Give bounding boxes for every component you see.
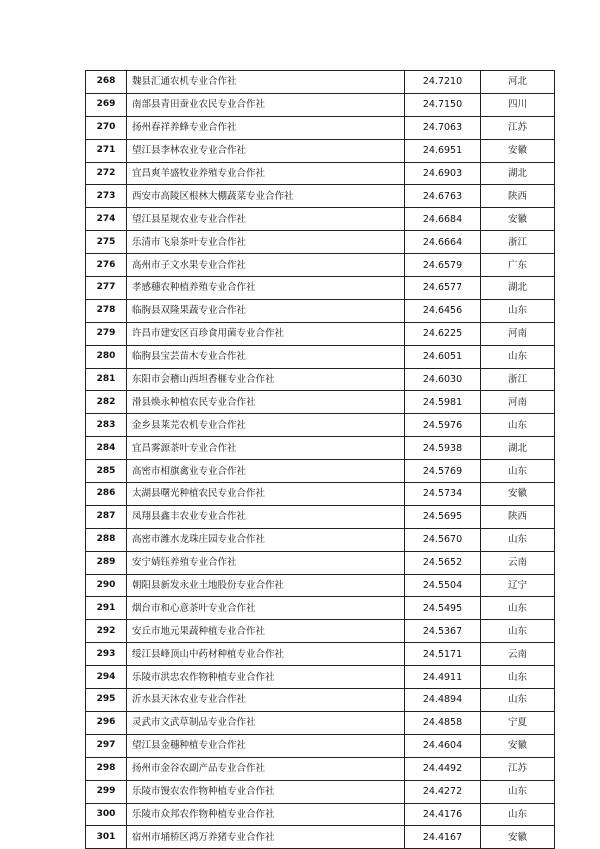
province-cell: 安徽 bbox=[481, 734, 555, 757]
score-cell: 24.5734 bbox=[405, 483, 481, 506]
cooperative-name-cell: 太湖县曙光种植农民专业合作社 bbox=[127, 483, 405, 506]
province-cell: 山东 bbox=[481, 460, 555, 483]
rank-cell: 271 bbox=[86, 139, 127, 162]
cooperative-name-cell: 安宁婧钰养殖专业合作社 bbox=[127, 551, 405, 574]
cooperative-name-cell: 乐陵市众邦农作物种植专业合作社 bbox=[127, 803, 405, 826]
table-row bbox=[86, 322, 555, 345]
cooperative-name-cell: 安丘市地元果蔬种植专业合作社 bbox=[127, 620, 405, 643]
province-cell: 山东 bbox=[481, 299, 555, 322]
score-cell: 24.7150 bbox=[405, 93, 481, 116]
cooperative-name-cell: 滑县焕永种植农民专业合作社 bbox=[127, 391, 405, 414]
province-cell: 湖北 bbox=[481, 277, 555, 300]
cooperative-name-cell: 沂水县天沐农业专业合作社 bbox=[127, 689, 405, 712]
cooperative-name-cell: 宜昌爽羊盛牧业养殖专业合作社 bbox=[127, 162, 405, 185]
rank-cell: 283 bbox=[86, 414, 127, 437]
table-row bbox=[86, 803, 555, 826]
table-row bbox=[86, 574, 555, 597]
rank-cell: 288 bbox=[86, 528, 127, 551]
province-cell: 安徽 bbox=[481, 208, 555, 231]
table-row bbox=[86, 185, 555, 208]
rank-cell: 282 bbox=[86, 391, 127, 414]
score-cell: 24.4272 bbox=[405, 780, 481, 803]
rank-cell: 272 bbox=[86, 162, 127, 185]
table-row bbox=[86, 162, 555, 185]
cooperative-name-cell: 凤翔县鑫丰农业专业合作社 bbox=[127, 505, 405, 528]
cooperative-name-cell: 望江县李林农业专业合作社 bbox=[127, 139, 405, 162]
score-cell: 24.5504 bbox=[405, 574, 481, 597]
table-row bbox=[86, 528, 555, 551]
score-cell: 24.4492 bbox=[405, 757, 481, 780]
cooperative-name-cell: 朝阳县新发永业土地股份专业合作社 bbox=[127, 574, 405, 597]
rank-cell: 286 bbox=[86, 483, 127, 506]
score-cell: 24.6030 bbox=[405, 368, 481, 391]
table-row bbox=[86, 643, 555, 666]
province-cell: 浙江 bbox=[481, 231, 555, 254]
province-cell: 山东 bbox=[481, 780, 555, 803]
rank-cell: 298 bbox=[86, 757, 127, 780]
province-cell: 浙江 bbox=[481, 368, 555, 391]
province-cell: 河南 bbox=[481, 391, 555, 414]
table-row bbox=[86, 666, 555, 689]
province-cell: 山东 bbox=[481, 666, 555, 689]
score-cell: 24.5769 bbox=[405, 460, 481, 483]
score-cell: 24.5938 bbox=[405, 437, 481, 460]
rank-cell: 278 bbox=[86, 299, 127, 322]
rank-cell: 274 bbox=[86, 208, 127, 231]
score-cell: 24.4894 bbox=[405, 689, 481, 712]
score-cell: 24.6456 bbox=[405, 299, 481, 322]
province-cell: 江苏 bbox=[481, 757, 555, 780]
table-row bbox=[86, 254, 555, 277]
score-cell: 24.6225 bbox=[405, 322, 481, 345]
table-row bbox=[86, 620, 555, 643]
cooperative-name-cell: 金乡县莱芫农机专业合作社 bbox=[127, 414, 405, 437]
table-row bbox=[86, 231, 555, 254]
rank-cell: 277 bbox=[86, 277, 127, 300]
table-row bbox=[86, 826, 555, 849]
province-cell: 山东 bbox=[481, 414, 555, 437]
table-row bbox=[86, 505, 555, 528]
province-cell: 河南 bbox=[481, 322, 555, 345]
rank-cell: 289 bbox=[86, 551, 127, 574]
score-cell: 24.5695 bbox=[405, 505, 481, 528]
province-cell: 山东 bbox=[481, 620, 555, 643]
province-cell: 山东 bbox=[481, 689, 555, 712]
rank-cell: 297 bbox=[86, 734, 127, 757]
province-cell: 山东 bbox=[481, 803, 555, 826]
rank-cell: 273 bbox=[86, 185, 127, 208]
rank-cell: 269 bbox=[86, 93, 127, 116]
province-cell: 河北 bbox=[481, 71, 555, 94]
province-cell: 山东 bbox=[481, 528, 555, 551]
score-cell: 24.4167 bbox=[405, 826, 481, 849]
table-row bbox=[86, 93, 555, 116]
cooperative-name-cell: 宜昌雾源茶叶专业合作社 bbox=[127, 437, 405, 460]
cooperative-name-cell: 临朐县双隆果蔬专业合作社 bbox=[127, 299, 405, 322]
cooperative-name-cell: 临朐县宝芸苗木专业合作社 bbox=[127, 345, 405, 368]
rank-cell: 293 bbox=[86, 643, 127, 666]
province-cell: 云南 bbox=[481, 551, 555, 574]
rank-cell: 301 bbox=[86, 826, 127, 849]
table-row bbox=[86, 368, 555, 391]
score-cell: 24.4604 bbox=[405, 734, 481, 757]
score-cell: 24.6763 bbox=[405, 185, 481, 208]
province-cell: 安徽 bbox=[481, 483, 555, 506]
cooperative-name-cell: 乐陵市洪忠农作物种植专业合作社 bbox=[127, 666, 405, 689]
rank-cell: 287 bbox=[86, 505, 127, 528]
cooperative-name-cell: 许昌市建安区百珍食用菌专业合作社 bbox=[127, 322, 405, 345]
score-cell: 24.5652 bbox=[405, 551, 481, 574]
table-row bbox=[86, 597, 555, 620]
table-row bbox=[86, 139, 555, 162]
score-cell: 24.4911 bbox=[405, 666, 481, 689]
province-cell: 陕西 bbox=[481, 185, 555, 208]
rank-cell: 280 bbox=[86, 345, 127, 368]
cooperative-name-cell: 东阳市会稽山西坦香榧专业合作社 bbox=[127, 368, 405, 391]
cooperative-name-cell: 宿州市埇桥区鸿万养猪专业合作社 bbox=[127, 826, 405, 849]
score-cell: 24.5670 bbox=[405, 528, 481, 551]
rank-cell: 292 bbox=[86, 620, 127, 643]
rank-cell: 296 bbox=[86, 711, 127, 734]
cooperative-name-cell: 高密市相旗禽业专业合作社 bbox=[127, 460, 405, 483]
table-row bbox=[86, 414, 555, 437]
rank-cell: 270 bbox=[86, 116, 127, 139]
province-cell: 陕西 bbox=[481, 505, 555, 528]
table-row bbox=[86, 391, 555, 414]
cooperative-name-cell: 扬州春祥养蜂专业合作社 bbox=[127, 116, 405, 139]
score-cell: 24.4176 bbox=[405, 803, 481, 826]
table-body bbox=[86, 71, 555, 849]
table-row bbox=[86, 208, 555, 231]
cooperative-ranking-table-container bbox=[85, 70, 555, 849]
score-cell: 24.7210 bbox=[405, 71, 481, 94]
province-cell: 山东 bbox=[481, 597, 555, 620]
province-cell: 湖北 bbox=[481, 162, 555, 185]
cooperative-name-cell: 乐陵市馒农农作物种植专业合作社 bbox=[127, 780, 405, 803]
rank-cell: 284 bbox=[86, 437, 127, 460]
province-cell: 江苏 bbox=[481, 116, 555, 139]
score-cell: 24.5981 bbox=[405, 391, 481, 414]
table-row bbox=[86, 711, 555, 734]
province-cell: 安徽 bbox=[481, 139, 555, 162]
score-cell: 24.5367 bbox=[405, 620, 481, 643]
table-row bbox=[86, 483, 555, 506]
rank-cell: 290 bbox=[86, 574, 127, 597]
rank-cell: 294 bbox=[86, 666, 127, 689]
score-cell: 24.6664 bbox=[405, 231, 481, 254]
cooperative-name-cell: 灵武市文武草制品专业合作社 bbox=[127, 711, 405, 734]
table-row bbox=[86, 780, 555, 803]
cooperative-name-cell: 高密市潍水龙珠庄园专业合作社 bbox=[127, 528, 405, 551]
score-cell: 24.6684 bbox=[405, 208, 481, 231]
score-cell: 24.4858 bbox=[405, 711, 481, 734]
cooperative-name-cell: 西安市高陵区根林大棚蔬菜专业合作社 bbox=[127, 185, 405, 208]
cooperative-name-cell: 望江县金穗种植专业合作社 bbox=[127, 734, 405, 757]
table-row bbox=[86, 734, 555, 757]
table-row bbox=[86, 277, 555, 300]
cooperative-name-cell: 南部县青田蚕业农民专业合作社 bbox=[127, 93, 405, 116]
rank-cell: 299 bbox=[86, 780, 127, 803]
rank-cell: 268 bbox=[86, 71, 127, 94]
rank-cell: 279 bbox=[86, 322, 127, 345]
table-row bbox=[86, 460, 555, 483]
province-cell: 湖北 bbox=[481, 437, 555, 460]
score-cell: 24.5976 bbox=[405, 414, 481, 437]
cooperative-name-cell: 绥江县峰顶山中药材种植专业合作社 bbox=[127, 643, 405, 666]
table-row bbox=[86, 299, 555, 322]
cooperative-name-cell: 乐清市飞泉茶叶专业合作社 bbox=[127, 231, 405, 254]
table-row bbox=[86, 345, 555, 368]
cooperative-name-cell: 孝感穗农种植养殖专业合作社 bbox=[127, 277, 405, 300]
rank-cell: 291 bbox=[86, 597, 127, 620]
rank-cell: 295 bbox=[86, 689, 127, 712]
score-cell: 24.6051 bbox=[405, 345, 481, 368]
cooperative-ranking-table bbox=[85, 70, 555, 849]
rank-cell: 300 bbox=[86, 803, 127, 826]
cooperative-name-cell: 高州市子文水果专业合作社 bbox=[127, 254, 405, 277]
table-row bbox=[86, 116, 555, 139]
province-cell: 四川 bbox=[481, 93, 555, 116]
table-row bbox=[86, 757, 555, 780]
province-cell: 云南 bbox=[481, 643, 555, 666]
province-cell: 山东 bbox=[481, 345, 555, 368]
score-cell: 24.6577 bbox=[405, 277, 481, 300]
cooperative-name-cell: 烟台市和心意茶叶专业合作社 bbox=[127, 597, 405, 620]
province-cell: 辽宁 bbox=[481, 574, 555, 597]
province-cell: 广东 bbox=[481, 254, 555, 277]
rank-cell: 285 bbox=[86, 460, 127, 483]
rank-cell: 275 bbox=[86, 231, 127, 254]
cooperative-name-cell: 望江县星规农业专业合作社 bbox=[127, 208, 405, 231]
score-cell: 24.7063 bbox=[405, 116, 481, 139]
rank-cell: 281 bbox=[86, 368, 127, 391]
province-cell: 宁夏 bbox=[481, 711, 555, 734]
rank-cell: 276 bbox=[86, 254, 127, 277]
score-cell: 24.6579 bbox=[405, 254, 481, 277]
table-row bbox=[86, 437, 555, 460]
cooperative-name-cell: 魏县汇通农机专业合作社 bbox=[127, 71, 405, 94]
score-cell: 24.5495 bbox=[405, 597, 481, 620]
province-cell: 安徽 bbox=[481, 826, 555, 849]
score-cell: 24.6951 bbox=[405, 139, 481, 162]
table-row bbox=[86, 551, 555, 574]
cooperative-name-cell: 扬州市金谷农副产品专业合作社 bbox=[127, 757, 405, 780]
score-cell: 24.5171 bbox=[405, 643, 481, 666]
score-cell: 24.6903 bbox=[405, 162, 481, 185]
table-row bbox=[86, 71, 555, 94]
table-row bbox=[86, 689, 555, 712]
